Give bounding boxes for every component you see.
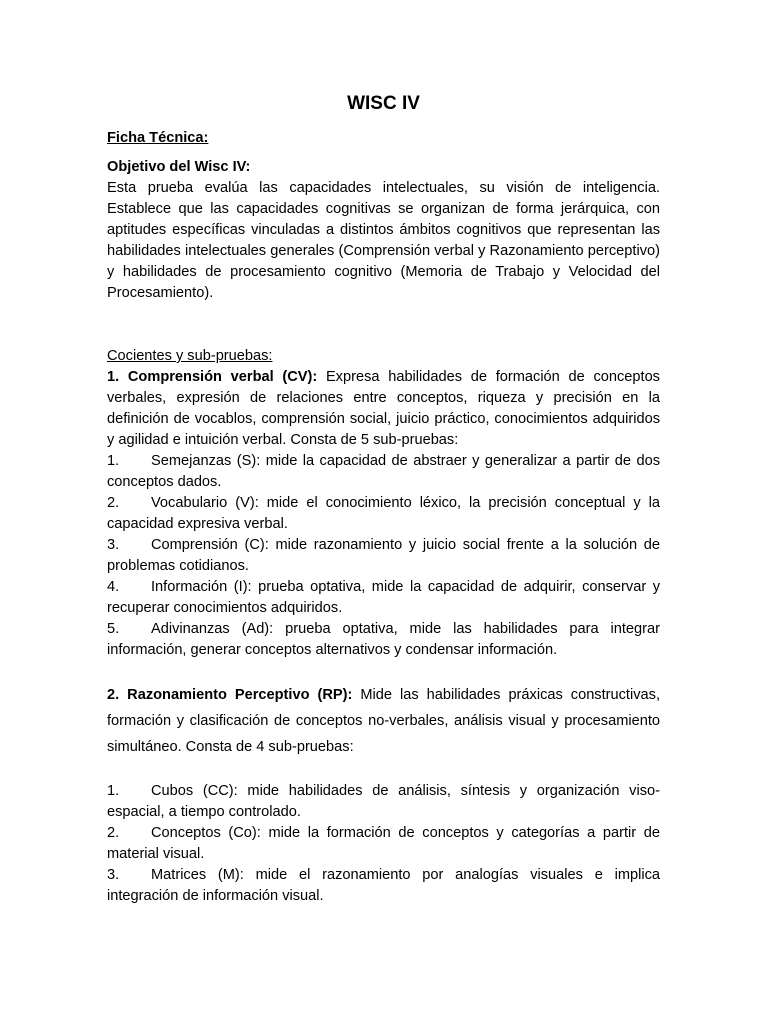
list-item bbox=[107, 865, 660, 907]
document-page bbox=[107, 92, 660, 907]
rp-subtest-list bbox=[107, 781, 660, 907]
list-item-number: 2. bbox=[107, 825, 120, 841]
list-item-text: Comprensión (C): mide razonamiento y juicio social frente a la solución de problemas cotidianos. bbox=[107, 537, 660, 574]
list-item-text: Vocabulario (V): mide el conocimiento léxico, la precisión conceptual y la capacidad expresiva verbal. bbox=[107, 495, 660, 532]
spacer bbox=[107, 661, 660, 682]
list-item-number: 3. bbox=[107, 537, 120, 553]
list-item bbox=[107, 781, 660, 823]
list-item-text: Semejanzas (S): mide la capacidad de abstraer y generalizar a partir de dos conceptos dados. bbox=[107, 453, 660, 490]
spacer bbox=[107, 325, 660, 346]
list-item-number: 3. bbox=[107, 867, 120, 883]
list-item-number: 2. bbox=[107, 495, 120, 511]
list-item bbox=[107, 451, 660, 493]
cocientes-label: Cocientes y sub-pruebas: bbox=[107, 348, 273, 364]
cv-subtest-list bbox=[107, 451, 660, 661]
list-item-text: Adivinanzas (Ad): prueba optativa, mide las habilidades para integrar información, generar conceptos alternativos y condensar información. bbox=[107, 621, 660, 658]
rp-body: Mide las habilidades práxicas constructivas, formación y clasificación de conceptos no-verbales, análisis visual y procesamiento simultáneo. Consta de 4 sub-pruebas: bbox=[107, 687, 660, 755]
list-item bbox=[107, 535, 660, 577]
list-item bbox=[107, 493, 660, 535]
list-item-text: Matrices (M): mide el razonamiento por analogías visuales e implica integración de información visual. bbox=[107, 867, 660, 904]
list-item-number: 4. bbox=[107, 579, 120, 595]
list-item-text: Cubos (CC): mide habilidades de análisis, síntesis y organización viso-espacial, a tiempo controlado. bbox=[107, 783, 660, 820]
document-title: WISC IV bbox=[347, 93, 420, 114]
list-item bbox=[107, 823, 660, 865]
rp-heading: 2. Razonamiento Perceptivo (RP): bbox=[107, 687, 353, 703]
cv-body: Expresa habilidades de formación de conceptos verbales, expresión de relaciones entre conceptos, riqueza y precisión en la definición de vocablos, comprensión social, juicio práctico, conocimientos adquiridos y agilidad e intuición verbal. Consta de 5 sub-pruebas: bbox=[107, 369, 660, 448]
list-item-text: Conceptos (Co): mide la formación de conceptos y categorías a partir de material visual. bbox=[107, 825, 660, 862]
list-item-number: 5. bbox=[107, 621, 120, 637]
spacer bbox=[107, 760, 660, 781]
cv-paragraph bbox=[107, 367, 660, 451]
ficha-tecnica-label: Ficha Técnica: bbox=[107, 130, 209, 146]
list-item-number: 1. bbox=[107, 783, 120, 799]
rp-paragraph bbox=[107, 682, 660, 760]
objetivo-heading: Objetivo del Wisc IV: bbox=[107, 159, 251, 175]
list-item bbox=[107, 577, 660, 619]
objetivo-body: Esta prueba evalúa las capacidades intelectuales, su visión de inteligencia. Establece que las capacidades cognitivas se organizan de forma jerárquica, con aptitudes específicas vinculadas a distintos ámbitos cognitivos que representan las habilidades intelectuales generales (Comprensión verbal y Razonamiento perceptivo) y habilidades de procesamiento cognitivo (Memoria de Trabajo y Velocidad del Procesamiento). bbox=[107, 180, 660, 301]
list-item-text: Información (I): prueba optativa, mide la capacidad de adquirir, conservar y recuperar conocimientos adquiridos. bbox=[107, 579, 660, 616]
cv-heading: 1. Comprensión verbal (CV): bbox=[107, 369, 318, 385]
list-item-number: 1. bbox=[107, 453, 120, 469]
list-item bbox=[107, 619, 660, 661]
spacer bbox=[107, 304, 660, 325]
